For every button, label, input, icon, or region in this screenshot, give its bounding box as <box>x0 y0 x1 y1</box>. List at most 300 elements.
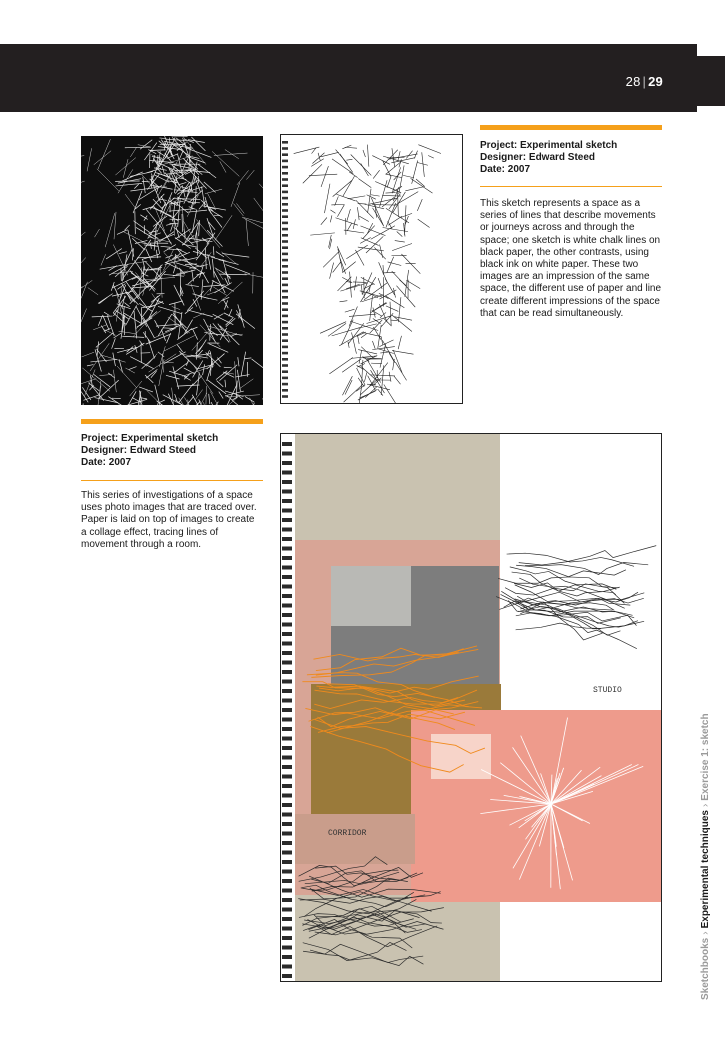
chalk-stroke <box>104 330 115 336</box>
chalk-stroke <box>161 329 165 341</box>
ink-stroke <box>392 243 412 250</box>
chalk-stroke <box>90 343 109 371</box>
chalk-stroke <box>197 373 200 396</box>
spiral-ring <box>282 370 288 373</box>
spiral-ring <box>282 296 288 299</box>
chalk-stroke <box>226 318 235 326</box>
caption-1-body: This sketch represents a space as a series of lines that describe movements or journeys across and through the space; one sketch is white chalk lines on black paper, the other contrasts, using black ink on white paper. These two images are an impression of the same space, the different use of paper and line create different impressions of the space that can be read simultaneously. <box>480 198 662 319</box>
sketch-black-ink-on-white <box>280 134 463 404</box>
spiral-ring <box>282 708 292 712</box>
chalk-stroke <box>207 290 220 295</box>
chalk-stroke <box>133 191 142 213</box>
chalk-stroke <box>112 276 137 288</box>
chalk-stroke <box>114 333 121 338</box>
chalk-stroke <box>154 233 161 235</box>
chalk-stroke <box>140 140 152 150</box>
ink-stroke <box>406 151 412 159</box>
ink-stroke <box>405 186 424 190</box>
spiral-ring <box>282 613 292 617</box>
chalk-stroke <box>99 297 107 303</box>
chalk-stroke <box>192 376 201 386</box>
chalk-stroke <box>162 166 164 174</box>
chalk-stroke <box>192 209 197 232</box>
chalk-stroke <box>151 150 165 151</box>
chalk-stroke <box>245 358 252 359</box>
spiral-ring <box>282 480 292 484</box>
ink-stroke <box>329 357 353 373</box>
chalk-stroke <box>174 285 184 305</box>
chalk-stroke <box>125 225 130 230</box>
ink-stroke <box>338 249 343 273</box>
spiral-ring <box>282 160 288 163</box>
spiral-ring <box>282 794 292 798</box>
chalk-stroke <box>112 338 116 348</box>
ink-stroke <box>386 306 398 312</box>
ink-stroke <box>345 309 355 312</box>
chalk-stroke <box>170 224 172 231</box>
collage-label-studio: STUDIO <box>593 686 622 695</box>
chalk-stroke <box>219 260 239 265</box>
chalk-stroke <box>252 359 263 373</box>
spiral-ring <box>282 253 288 256</box>
chalk-stroke <box>241 352 246 377</box>
spiral-ring <box>282 870 292 874</box>
ink-stroke <box>406 280 420 288</box>
chalk-stroke <box>132 398 139 402</box>
chalk-stroke <box>195 248 206 258</box>
ink-stroke <box>349 172 357 178</box>
chalk-stroke <box>160 265 170 276</box>
chalk-stroke <box>160 265 162 297</box>
ink-stroke <box>358 203 367 204</box>
spiral-ring <box>282 689 292 693</box>
spiral-ring <box>282 898 292 902</box>
spiral-ring <box>282 661 292 665</box>
spiral-ring <box>282 499 292 503</box>
spiral-ring <box>282 784 292 788</box>
chalk-stroke <box>226 265 250 274</box>
spiral-ring <box>282 358 288 361</box>
chalk-stroke <box>82 368 110 391</box>
chalk-stroke <box>217 381 224 387</box>
ink-stroke <box>346 284 360 289</box>
ink-stroke <box>358 389 361 404</box>
spiral-ring <box>282 547 292 551</box>
chalk-stroke <box>234 204 244 216</box>
ink-stroke <box>347 223 352 231</box>
ink-stroke <box>401 213 412 217</box>
page-number-right: 29 <box>648 74 663 89</box>
chalk-stroke <box>81 282 87 299</box>
ink-stroke <box>375 181 401 192</box>
ink-stroke <box>361 277 375 284</box>
chalk-stroke <box>221 297 229 300</box>
spiral-ring <box>282 737 292 741</box>
ink-stroke <box>401 254 420 274</box>
ink-stroke <box>393 288 395 298</box>
chalk-stroke <box>117 366 136 388</box>
chalk-stroke <box>219 392 223 399</box>
chalk-stroke <box>158 306 181 313</box>
ink-stroke <box>294 147 320 153</box>
ink-stroke <box>345 380 352 395</box>
chalk-stroke <box>114 212 116 239</box>
ink-stroke <box>353 282 367 283</box>
ink-stroke <box>382 195 401 196</box>
spiral-ring <box>282 461 292 465</box>
chalk-stroke <box>125 147 151 148</box>
spiral-ring <box>282 395 288 398</box>
chalk-stroke <box>207 326 243 336</box>
ink-stroke <box>385 279 394 295</box>
ink-stroke <box>395 241 405 243</box>
spiral-ring <box>282 927 292 931</box>
collage-photo-window <box>331 566 411 626</box>
spiral-ring <box>282 197 288 200</box>
chalk-stroke <box>164 352 185 364</box>
tracing-line <box>519 546 656 565</box>
ink-stroke <box>373 170 379 178</box>
chalk-stroke <box>162 192 173 217</box>
ink-stroke <box>337 205 344 217</box>
ink-stroke <box>360 291 382 297</box>
spiral-ring <box>282 222 288 225</box>
ink-stroke <box>359 350 362 364</box>
ink-stroke <box>412 160 418 183</box>
ink-stroke <box>389 353 394 362</box>
chalk-stroke <box>115 158 135 176</box>
ink-stroke <box>358 378 364 387</box>
chalk-stroke <box>237 170 249 184</box>
chalk-stroke <box>130 187 156 191</box>
caption-2-designer: Designer: Edward Steed <box>81 445 197 456</box>
ink-stroke <box>363 150 365 157</box>
sketch-white-chalk-on-black <box>81 136 263 405</box>
side-breadcrumb-exercise: Exercise 1: sketch <box>700 713 711 801</box>
chalk-stroke <box>219 365 237 381</box>
chalk-stroke <box>189 310 213 316</box>
spiral-ring <box>282 209 288 212</box>
spiral-ring <box>282 528 292 532</box>
tracing-line <box>516 565 626 576</box>
chalk-stroke <box>202 187 206 208</box>
chalk-stroke <box>119 331 137 334</box>
chalk-stroke <box>140 215 147 220</box>
ink-stroke <box>348 323 364 344</box>
spiral-ring <box>282 302 288 305</box>
chalk-stroke <box>219 274 246 275</box>
ink-stroke <box>352 332 357 353</box>
chalk-stroke <box>177 345 182 352</box>
spiral-ring <box>282 452 292 456</box>
ink-stroke <box>392 351 413 355</box>
chalk-stroke <box>145 267 149 273</box>
ink-stroke <box>396 362 407 380</box>
spiral-ring <box>282 271 288 274</box>
chalk-stroke <box>215 215 232 240</box>
chalk-stroke <box>193 313 204 318</box>
side-breadcrumb-sep: › <box>700 803 711 808</box>
ink-stroke <box>349 314 376 316</box>
spiral-ring <box>282 841 292 845</box>
chalk-stroke <box>81 156 84 158</box>
chalk-stroke <box>134 184 138 188</box>
chalk-stroke <box>87 148 92 171</box>
caption-2-body: This series of investigations of a space uses photo images that are traced over. Paper is laid on top of images to create a collage effect, tracing lines of movement through a room. <box>81 490 257 550</box>
spiral-ring <box>282 246 288 249</box>
ink-stroke <box>358 179 371 188</box>
ink-stroke <box>398 191 399 217</box>
chalk-stroke <box>125 292 135 302</box>
ink-stroke <box>340 154 353 172</box>
chalk-stroke <box>208 193 215 207</box>
chalk-stroke <box>151 154 162 160</box>
ink-stroke <box>418 145 441 154</box>
chalk-stroke <box>94 374 110 387</box>
chalk-stroke <box>250 403 255 405</box>
ink-stroke <box>356 385 365 391</box>
ink-stroke <box>357 368 365 385</box>
ink-stroke <box>372 341 375 349</box>
spiral-ring <box>282 364 288 367</box>
ink-stroke <box>331 204 344 205</box>
chalk-stroke <box>169 209 194 211</box>
chalk-stroke <box>231 182 240 206</box>
spiral-ring <box>282 184 288 187</box>
chalk-stroke <box>81 309 87 341</box>
ink-stroke <box>372 303 386 312</box>
spiral-ring <box>282 936 292 940</box>
ink-stroke <box>345 147 357 148</box>
chalk-stroke <box>98 316 102 326</box>
ink-stroke <box>372 310 382 316</box>
chalk-stroke <box>245 274 263 278</box>
spiral-ring <box>282 377 288 380</box>
chalk-stroke <box>81 181 85 187</box>
ink-stroke <box>378 389 383 395</box>
spiral-ring <box>282 389 288 392</box>
collage-photo-pink-light <box>431 734 491 779</box>
ink-stroke <box>367 145 368 167</box>
chalk-stroke <box>126 281 139 299</box>
chalk-stroke <box>83 395 99 400</box>
ink-stroke <box>330 215 332 222</box>
ink-stroke <box>370 296 373 321</box>
ink-stroke <box>386 296 405 308</box>
caption-rule-top <box>81 419 263 424</box>
spiral-ring <box>282 765 292 769</box>
spiral-ring <box>282 178 288 181</box>
ink-stroke <box>340 301 348 302</box>
ink-stroke <box>379 304 387 322</box>
chalk-stroke <box>174 227 194 245</box>
chalk-stroke <box>169 371 187 377</box>
chalk-stroke <box>214 314 224 320</box>
ink-stroke <box>368 189 371 213</box>
chalk-stroke <box>156 324 179 326</box>
ink-stroke <box>386 162 401 174</box>
ink-stroke <box>342 145 351 149</box>
spiral-ring <box>282 822 292 826</box>
chalk-stroke <box>81 232 85 255</box>
chalk-stroke <box>239 379 253 389</box>
tracing-line <box>516 621 638 630</box>
spiral-ring <box>282 879 292 883</box>
header-tab <box>697 56 725 106</box>
ink-stroke <box>346 159 352 160</box>
chalk-stroke <box>159 400 165 403</box>
chalk-stroke <box>161 246 171 247</box>
ink-stroke <box>333 262 341 273</box>
chalk-stroke <box>172 306 180 309</box>
ink-stroke <box>342 376 352 395</box>
spiral-ring <box>282 946 292 950</box>
spiral-ring <box>282 566 292 570</box>
spiral-ring <box>282 718 292 722</box>
spiral-ring <box>282 889 292 893</box>
ink-stroke <box>388 216 402 225</box>
chalk-stroke <box>245 396 254 402</box>
ink-stroke <box>371 195 380 196</box>
ink-stroke <box>332 159 353 174</box>
ink-stroke <box>368 376 376 391</box>
ink-stroke <box>358 335 360 344</box>
spiral-ring <box>282 228 288 231</box>
spiral-ring <box>282 315 288 318</box>
spiral-ring <box>282 141 288 144</box>
side-breadcrumb-chapter: Experimental techniques <box>700 810 711 929</box>
chalk-stroke <box>182 214 183 232</box>
chalk-stroke <box>113 370 116 392</box>
chalk-stroke <box>152 294 159 303</box>
chalk-stroke <box>193 361 203 378</box>
chalk-stroke <box>88 288 98 295</box>
chalk-stroke <box>166 375 180 379</box>
chalk-stroke <box>93 325 106 330</box>
spiral-ring <box>282 575 292 579</box>
ink-stroke <box>422 152 425 177</box>
spiral-ring <box>282 803 292 807</box>
ink-stroke <box>360 379 377 395</box>
ink-stroke <box>411 178 433 193</box>
ink-stroke <box>355 250 364 266</box>
chalk-stroke <box>97 341 99 356</box>
caption-divider <box>81 480 263 481</box>
chalk-stroke <box>193 329 198 340</box>
spiral-ring <box>282 917 292 921</box>
spiral-ring <box>282 974 292 978</box>
spiral-ring <box>282 333 288 336</box>
chalk-stroke <box>205 248 206 269</box>
ink-stroke <box>362 295 384 302</box>
chalk-stroke <box>104 312 109 315</box>
chalk-stroke <box>95 349 101 371</box>
spiral-ring <box>282 352 288 355</box>
chalk-stroke <box>177 385 200 386</box>
spiral-ring <box>282 651 292 655</box>
side-breadcrumb <box>700 660 711 1000</box>
chalk-stroke <box>224 367 232 368</box>
chalk-stroke <box>157 151 165 156</box>
chalk-stroke <box>129 367 137 370</box>
ink-stroke <box>321 218 327 225</box>
ink-stroke <box>377 349 393 354</box>
caption-divider <box>480 186 662 187</box>
spiral-ring <box>282 775 292 779</box>
caption-2-date: Date: 2007 <box>81 457 132 468</box>
spiral-ring <box>282 346 288 349</box>
sketchbook-collage <box>280 433 662 982</box>
spiral-ring <box>282 234 288 237</box>
spiral-ring <box>282 746 292 750</box>
spiral-ring <box>282 604 292 608</box>
chalk-stroke <box>216 252 224 257</box>
chalk-stroke <box>95 229 100 237</box>
chalk-stroke <box>99 374 112 375</box>
chalk-stroke <box>168 181 179 183</box>
chalk-stroke <box>130 357 154 369</box>
ink-stroke <box>350 272 352 298</box>
spiral-ring <box>282 308 288 311</box>
ink-stroke <box>321 166 328 187</box>
spiral-ring <box>282 832 292 836</box>
ink-stroke <box>361 163 369 176</box>
ink-stroke <box>333 180 352 196</box>
ink-stroke <box>344 230 364 233</box>
chalk-stroke <box>211 402 220 405</box>
chalk-stroke <box>105 213 115 247</box>
spiral-ring <box>282 518 292 522</box>
ink-stroke <box>387 177 391 188</box>
spiral-ring <box>282 203 288 206</box>
ink-stroke <box>342 359 361 372</box>
chalk-stroke <box>222 254 249 258</box>
chalk-stroke <box>122 172 143 181</box>
ink-stroke <box>387 157 404 158</box>
ink-stroke <box>397 231 403 236</box>
spiral-ring <box>282 860 292 864</box>
chalk-stroke <box>249 398 259 405</box>
ink-stroke <box>428 155 434 158</box>
tracing-line <box>513 603 637 626</box>
ink-stroke <box>330 263 334 279</box>
chalk-stroke <box>215 267 223 280</box>
chalk-stroke <box>132 238 145 250</box>
chalk-stroke <box>175 238 191 249</box>
chalk-stroke <box>117 230 128 235</box>
chalk-stroke <box>191 137 205 151</box>
ink-stroke <box>390 302 391 326</box>
ink-stroke <box>357 207 359 220</box>
spiral-ring <box>282 166 288 169</box>
chalk-stroke <box>198 165 216 178</box>
ink-stroke <box>339 332 363 346</box>
side-breadcrumb-sep: › <box>700 931 711 935</box>
chalk-stroke <box>182 244 197 247</box>
chalk-stroke <box>123 159 128 178</box>
ink-stroke <box>359 216 369 221</box>
ink-stroke <box>379 340 393 347</box>
spiral-ring <box>282 290 288 293</box>
spiral-ring <box>282 327 288 330</box>
ink-stroke <box>387 257 394 273</box>
chalk-stroke <box>179 151 182 159</box>
spiral-ring <box>282 215 288 218</box>
spiral-ring <box>282 851 292 855</box>
chalk-stroke <box>164 245 176 252</box>
spiral-ring <box>282 727 292 731</box>
spiral-ring <box>282 240 288 243</box>
